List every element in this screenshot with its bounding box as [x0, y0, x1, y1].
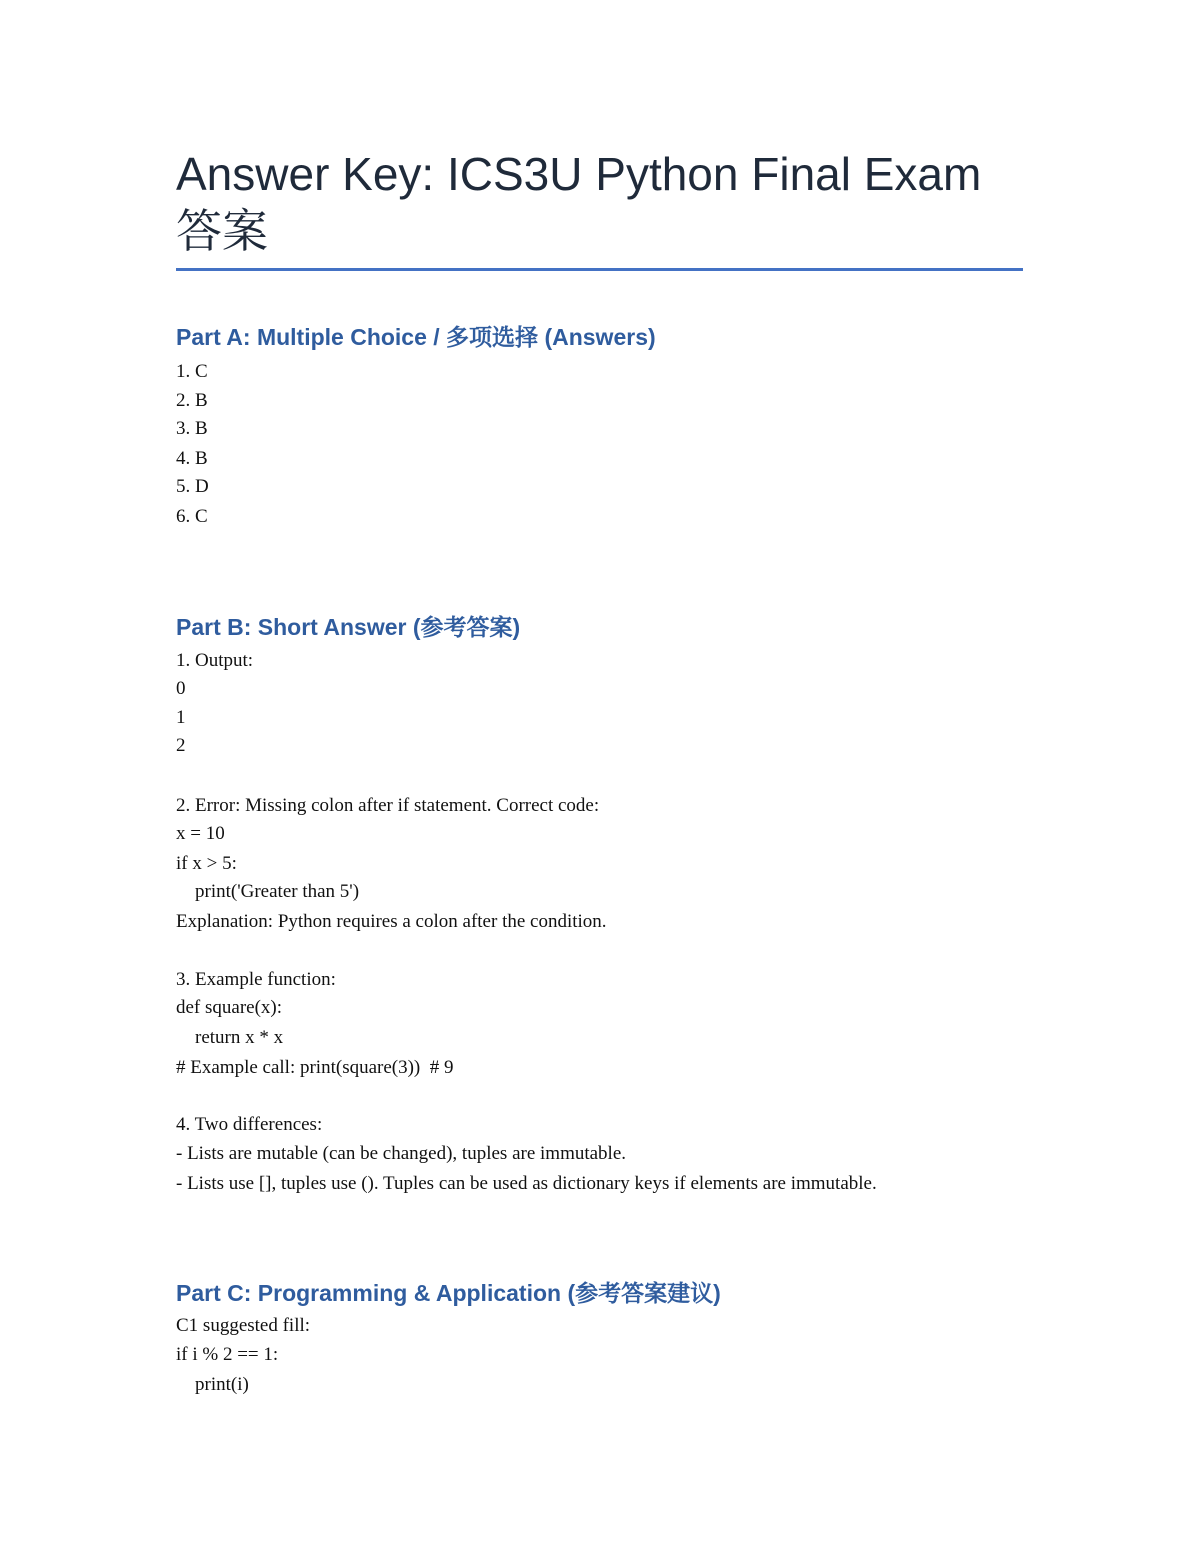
q3-code-line: def square(x):: [176, 997, 283, 1018]
part-a-heading: Part A: Multiple Choice / 多项选择 (Answers): [176, 324, 656, 350]
part-b-heading: Part B: Short Answer (参考答案): [176, 614, 521, 640]
q4-line: - Lists are mutable (can be changed), tuples are immutable.: [176, 1143, 627, 1164]
part-c-heading: Part C: Programming & Application (参考答案建议): [176, 1280, 721, 1306]
answer-4: 4. B: [176, 448, 208, 469]
document-title: Answer Key: ICS3U Python Final Exam: [176, 148, 982, 200]
answer-6: 6. C: [176, 506, 208, 527]
q3-label: 3. Example function:: [176, 969, 336, 990]
q2-code-line: x = 10: [176, 823, 225, 844]
q2-label: 2. Error: Missing colon after if statement. Correct code:: [176, 795, 600, 816]
q2-code-line: print('Greater than 5'): [195, 881, 360, 902]
c1-code-line: print(i): [195, 1374, 249, 1395]
q2-explanation: Explanation: Python requires a colon after the condition.: [176, 911, 607, 932]
q1-label: 1. Output:: [176, 650, 254, 671]
answer-1: 1. C: [176, 361, 208, 382]
c1-code-line: if i % 2 == 1:: [176, 1344, 279, 1365]
answer-5: 5. D: [176, 476, 209, 497]
q4-label: 4. Two differences:: [176, 1114, 323, 1135]
q2-code-line: if x > 5:: [176, 853, 237, 874]
title-divider: [176, 268, 1023, 271]
c1-label: C1 suggested fill:: [176, 1315, 311, 1336]
q1-output-line: 2: [176, 735, 186, 756]
q1-output-line: 1: [176, 707, 186, 728]
q4-line: - Lists use [], tuples use (). Tuples can be used as dictionary keys if elements are immutable.: [176, 1173, 877, 1194]
answer-3: 3. B: [176, 418, 208, 439]
answer-2: 2. B: [176, 390, 208, 411]
document-title-chinese: 答案: [176, 205, 268, 257]
q3-code-line: return x * x: [195, 1027, 284, 1048]
q3-code-line: # Example call: print(square(3)) # 9: [176, 1057, 454, 1078]
q1-output-line: 0: [176, 678, 186, 699]
